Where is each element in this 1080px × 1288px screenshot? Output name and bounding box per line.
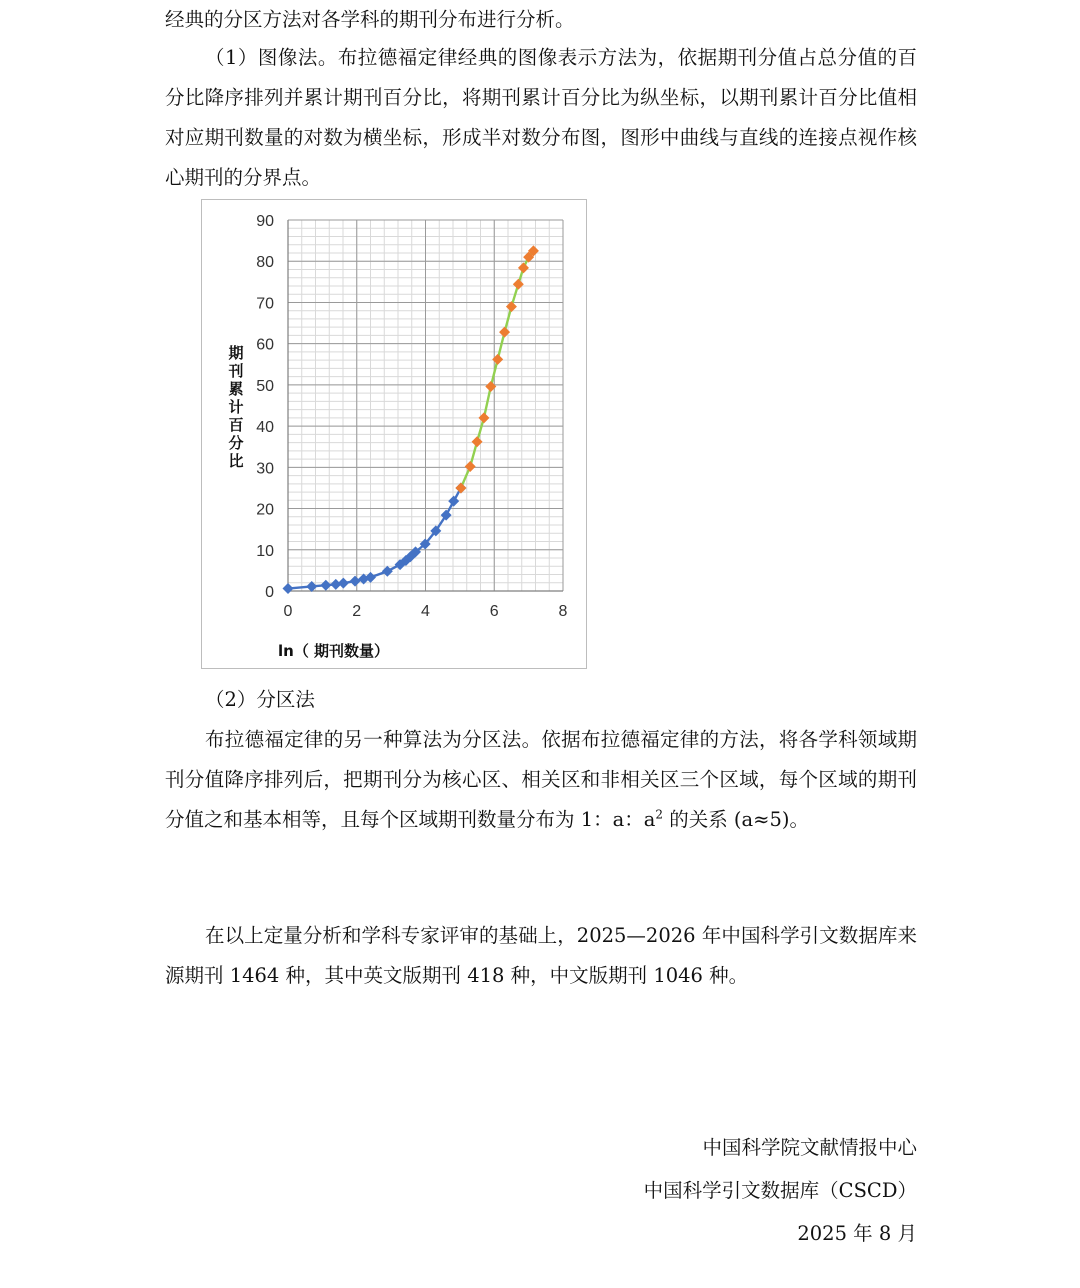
y-tick-label: 40 <box>256 419 274 437</box>
y-tick-label: 10 <box>256 542 274 560</box>
x-tick-label: 0 <box>283 603 293 620</box>
signature-org: 中国科学院文献情报中心 <box>702 1136 917 1159</box>
x-tick-label: 8 <box>558 603 568 620</box>
y-tick-label: 20 <box>256 501 274 519</box>
y-axis-title-char: 比 <box>228 452 244 470</box>
y-tick-label: 70 <box>256 295 274 313</box>
y-tick-label: 90 <box>256 213 274 230</box>
y-tick-label: 0 <box>265 584 274 601</box>
series-0-point <box>448 496 459 507</box>
paragraph-summary: 在以上定量分析和学科专家评审的基础上，2025—2026 年中国科学引文数据库来源期刊 1464 种，其中英文版期刊 418 种，中文版期刊 1046 种。 <box>165 924 917 987</box>
bradford-chart <box>201 199 587 669</box>
paragraph-heading-partition: （2）分区法 <box>205 688 315 711</box>
y-tick-label: 80 <box>256 254 274 272</box>
chart-x-axis-title: ln（ 期刊数量） <box>278 642 390 660</box>
y-tick-label: 30 <box>256 460 274 478</box>
chart-y-axis-title <box>228 344 243 470</box>
signature-date: 2025 年 8 月 <box>797 1222 917 1245</box>
paragraph-partition-method <box>165 720 917 840</box>
series-0-point <box>382 566 393 577</box>
bradford-chart-svg <box>202 200 588 670</box>
series-1-point <box>518 262 529 273</box>
series-1-line <box>461 251 534 488</box>
x-tick-label: 6 <box>489 603 499 620</box>
y-axis-title-char: 百 <box>228 416 244 434</box>
series-0-point <box>283 583 294 594</box>
series-0-line <box>288 488 461 589</box>
superscript-2: 2 <box>655 807 663 822</box>
y-axis-title-char: 计 <box>228 398 244 416</box>
paragraph-intro-tail: 经典的分区方法对各学科的期刊分布进行分析。 <box>165 8 575 31</box>
x-tick-label: 2 <box>352 603 362 620</box>
y-axis-title-char: 刊 <box>228 362 244 380</box>
partition-text: 布拉德福定律的另一种算法为分区法。依据布拉德福定律的方法，将各学科领域期刊分值降序排列后，把期刊分为核心区、相关区和非相关区三个区域，每个区域的期刊分值之和基本相等，且每个区域期刊数量分布为 1：a：a <box>165 728 917 831</box>
y-axis-title-char: 累 <box>228 380 244 398</box>
y-tick-label: 60 <box>256 336 274 354</box>
y-axis-title-char: 期 <box>228 344 244 362</box>
paragraph-image-method: （1）图像法。布拉德福定律经典的图像表示方法为，依据期刊分值占总分值的百分比降序排列并累计期刊百分比，将期刊累计百分比为纵坐标，以期刊累计百分比值相对应期刊数量的对数为横坐标，形成半对数分布图，图形中曲线与直线的连接点视作核心期刊的分界点。 <box>165 46 917 189</box>
y-axis-title-char: 分 <box>228 434 244 452</box>
y-tick-label: 50 <box>256 377 274 395</box>
x-tick-label: 4 <box>421 603 430 620</box>
series-0-point <box>338 578 349 589</box>
partition-text-tail: 的关系 (a≈5)。 <box>663 808 809 831</box>
series-0-point <box>350 576 361 587</box>
signature-database: 中国科学引文数据库（CSCD） <box>643 1179 917 1202</box>
